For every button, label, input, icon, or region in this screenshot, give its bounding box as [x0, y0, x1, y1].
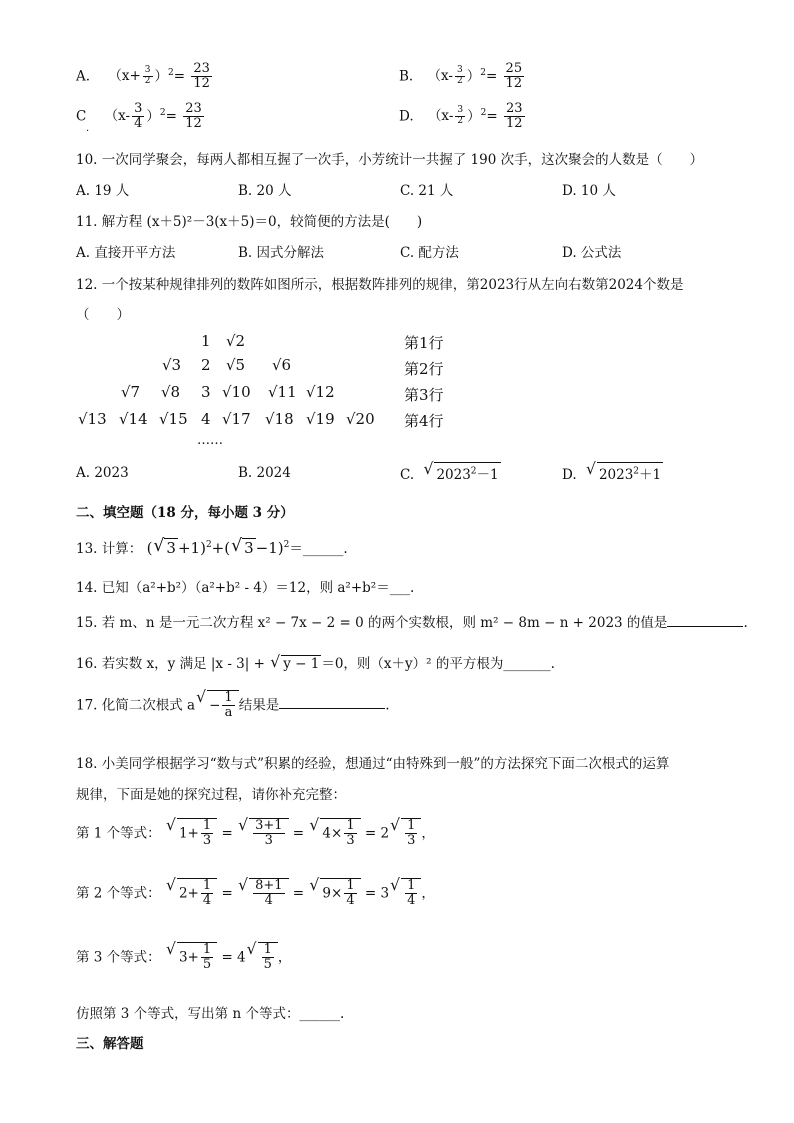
q10-option-c: C. 21 人: [400, 183, 454, 199]
option-letter: C: [76, 108, 87, 125]
q9-option-d: D. （x- $\frac{3}{2}$ ）$^2$= $\frac{23}{12}$: [399, 101, 523, 132]
inner-fraction: $\frac{3}{4}$: [134, 101, 143, 132]
q18-equation-3: 第 3 个等式： √ 3+ $\frac{1}{5}$ = 4 √ $\frac{1}{5}$ ，: [76, 942, 291, 973]
inner-fraction: $\frac{3}{2}$: [456, 65, 463, 87]
array-cell: √3: [162, 356, 182, 374]
option-letter: D.: [399, 108, 414, 125]
sqrt-expression: √ − $\frac{1}{a}$: [197, 690, 239, 721]
row-label: 第4行: [404, 412, 444, 430]
q12-paren: （ ）: [76, 307, 130, 323]
q11-option-d: D. 公式法: [562, 245, 622, 261]
array-cell: √18: [265, 410, 294, 428]
array-cell: √5: [226, 356, 246, 374]
q10-option-d: D. 10 人: [562, 183, 616, 199]
row-label: 第1行: [404, 334, 444, 352]
array-cell: √2: [226, 332, 246, 350]
array-cell: √10: [222, 383, 251, 401]
q12-option-b: B. 2024: [238, 465, 291, 481]
array-cell: √7: [121, 383, 141, 401]
array-cell: 2: [201, 356, 211, 374]
array-cell: 1: [201, 332, 211, 350]
array-cell: √17: [222, 410, 251, 428]
array-cell: √8: [161, 383, 181, 401]
array-cell: √14: [119, 410, 148, 428]
q10-text: 10. 一次同学聚会，每两人都相互握了一次手，小芳统计一共握了 190 次手，这次聚会的人数是（ ）: [76, 152, 704, 168]
q11-text: 11. 解方程 (x＋5)²－3(x＋5)＝0，较简便的方法是( ): [76, 214, 423, 230]
q18-final: 仿照第 3 个等式，写出第 n 个等式：______.: [76, 1006, 345, 1022]
q12-option-a: A. 2023: [76, 465, 129, 481]
q10-option-a: A. 19 人: [76, 183, 130, 199]
q18-equation-2: 第 2 个等式： √ 2+ $\frac{1}{4}$ = √ $\frac{8+1}{4}$ = √ 9× $\frac{1}{4}$ = 3 √ $\frac{1}{4}$ ，: [76, 878, 435, 909]
inner-fraction: $\frac{3}{2}$: [144, 65, 151, 87]
option-letter: A.: [76, 68, 91, 85]
ellipsis: ……: [197, 433, 223, 448]
rhs-fraction: $\frac{23}{12}$: [505, 101, 523, 132]
sqrt-expression: √ y − 1: [271, 655, 321, 672]
sqrt-expression: √ $2023^2+1$: [587, 462, 663, 483]
array-cell: √15: [159, 410, 188, 428]
q16: 16. 若实数 x，y 满足 |x - 3| + √ y − 1 ＝0，则（x＋y）² 的平方根为_______.: [76, 652, 555, 672]
row-label: 第3行: [404, 386, 444, 404]
q12-text: 12. 一个按某种规律排列的数阵如图所示，根据数阵排列的规律，第2023行从左向右数第2024个数是: [76, 277, 684, 293]
answer-blank: [279, 696, 385, 709]
q18-equation-1: 第 1 个等式： √ 1+ $\frac{1}{3}$ = √ $\frac{3+1}{3}$ = √ 4× $\frac{1}{3}$ = 2 √ $\frac{1}{3}$ ，: [76, 818, 435, 849]
row-label: 第2行: [404, 360, 444, 378]
rhs-fraction: $\frac{23}{12}$: [185, 101, 202, 132]
q9-option-a: A. （x+ $\frac{3}{2}$ ）$^2$= $\frac{23}{12}$: [76, 61, 210, 92]
q11-option-c: C. 配方法: [400, 245, 459, 261]
array-cell: √11: [268, 383, 297, 401]
section-heading: 二、填空题（18 分，每小题 3 分）: [76, 505, 294, 521]
q9-option-c: C （x- $\frac{3}{4}$ ）$^2$= $\frac{23}{12}$: [76, 101, 202, 132]
q15: 15. 若 m、n 是一元二次方程 x² − 7x − 2 = 0 的两个实数根，则 m² − 8m − n + 2023 的值是 .: [76, 615, 748, 631]
q9-option-b: B. （x- $\frac{3}{2}$ ）$^2$= $\frac{25}{12}$: [399, 61, 523, 92]
answer-blank: [667, 614, 743, 627]
q13-expression: (√ 3 +1)$^2$+(√ 3 −1)$^2$: [147, 539, 290, 557]
sqrt-expression: √ $2023^2-1$: [424, 462, 500, 483]
rhs-fraction: $\frac{25}{12}$: [505, 61, 523, 92]
array-cell: √20: [346, 410, 375, 428]
array-cell: 4: [201, 410, 211, 428]
lhs-text: （x+: [108, 68, 141, 85]
q13: 13. 计算： (√ 3 +1)$^2$+(√ 3 −1)$^2$＝______.: [76, 537, 348, 557]
array-cell: √13: [78, 410, 107, 428]
section-heading: 三、解答题: [76, 1036, 144, 1052]
q12-option-d: D. √ $2023^2+1$: [562, 462, 663, 483]
q11-option-a: A. 直接开平方法: [76, 245, 176, 261]
rhs-fraction: $\frac{23}{12}$: [193, 61, 210, 92]
q14-text: 14. 已知（a²+b²）（a²+b² - 4）＝12，则 a²+b²＝___.: [76, 580, 415, 596]
array-cell: √19: [306, 410, 335, 428]
array-cell: 3: [201, 383, 211, 401]
q11-option-b: B. 因式分解法: [238, 245, 325, 261]
q18-line1: 18. 小美同学根据学习“数与式”积累的经验，想通过“由特殊到一般”的方法探究下面二次根式的运算: [76, 756, 670, 772]
inner-fraction: $\frac{3}{2}$: [457, 105, 464, 127]
array-cell: √12: [306, 383, 335, 401]
q18-line2: 规律，下面是她的探究过程，请你补充完整：: [76, 787, 346, 803]
stray-dot: ·: [86, 126, 90, 137]
option-letter: B.: [399, 68, 414, 85]
q10-option-b: B. 20 人: [238, 183, 292, 199]
q17: 17. 化简二次根式 a√ − $\frac{1}{a}$ 结果是 .: [76, 690, 390, 721]
array-cell: √6: [272, 356, 292, 374]
q12-option-c: C. √ $2023^2-1$: [400, 462, 501, 483]
